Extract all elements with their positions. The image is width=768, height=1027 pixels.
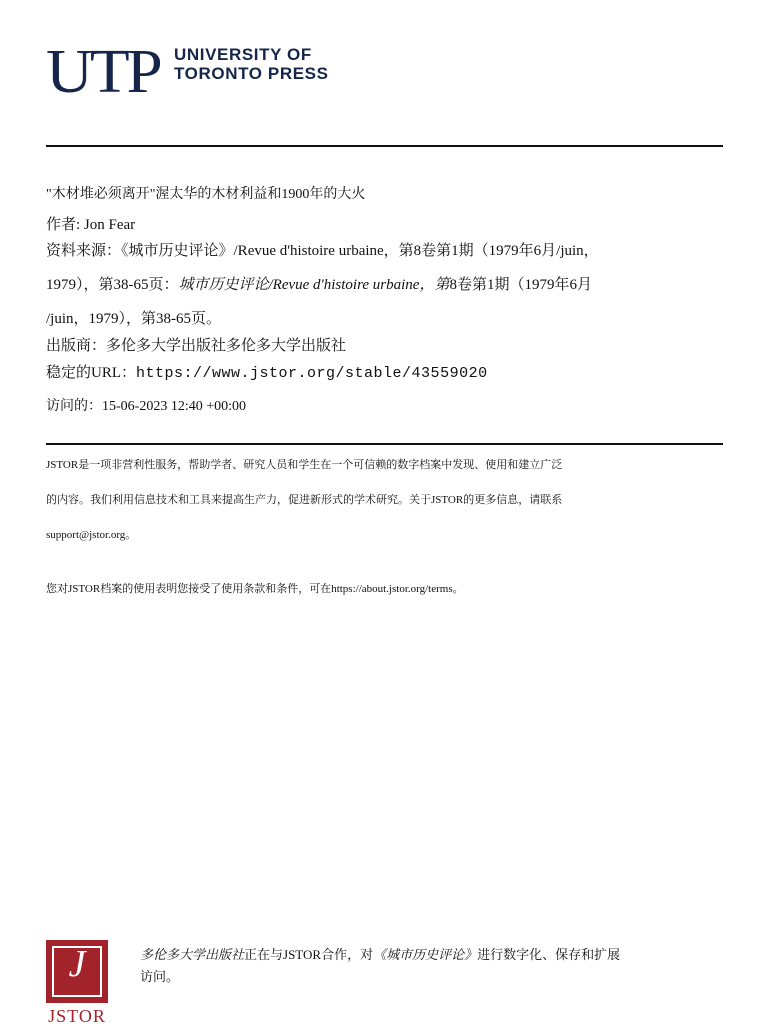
jstor-wordmark: JSTOR — [48, 1006, 106, 1026]
notice-line-1: JSTOR是一项非营利性服务，帮助学者、研究人员和学生在一个可信赖的数字档案中发现、使用和建立广泛 — [46, 459, 563, 471]
source-line-1 — [46, 240, 599, 262]
top-divider — [46, 145, 723, 147]
footer-publisher: 多伦多大学出版社 — [140, 947, 245, 962]
jstor-logo — [46, 940, 108, 1024]
footer-line-1 — [140, 944, 620, 966]
author-line — [46, 214, 135, 236]
stable-url-line — [46, 362, 488, 385]
source-line-2-post: 8卷第1期（1979年6月 — [449, 277, 592, 293]
utp-logo-mark: UTP — [46, 38, 160, 106]
jstor-seal-icon — [46, 940, 108, 1003]
notice-support-email[interactable]: support@jstor.org。 — [46, 529, 137, 541]
accessed-label: 访问的： — [46, 399, 102, 414]
footer-text-end: 进行数字化、保存和扩展 — [477, 947, 621, 962]
terms-notice[interactable]: 您对JSTOR档案的使用表明您接受了使用条款和条件，可在https://about.jstor.org/terms。 — [46, 583, 464, 595]
press-name-line1: UNIVERSITY OF — [174, 45, 312, 64]
press-name-line2: TORONTO PRESS — [174, 64, 329, 83]
source-line-2-italic: 城市历史评论/Revue d'histoire urbaine，第 — [178, 277, 450, 293]
publisher-line — [46, 335, 346, 357]
footer-text-mid: 正在与JSTOR合作，对 — [244, 947, 374, 962]
author-label: 作者: — [46, 217, 84, 233]
source-line-1-text: 《城市历史评论》/Revue d'histoire urbaine，第8卷第1期（1979年6月/juin， — [121, 243, 599, 259]
jstor-seal-glyph: J — [68, 943, 86, 985]
accessed-line — [46, 396, 246, 418]
stable-url-link[interactable]: https://www.jstor.org/stable/43559020 — [136, 365, 488, 382]
source-line-3: /juin，1979），第38-65页。 — [46, 311, 221, 327]
accessed-date: 15-06-2023 12:40 +00:00 — [102, 399, 246, 414]
footer-partnership-text — [140, 944, 620, 988]
notice-line-2: 的内容。我们利用信息技术和工具来提高生产力，促进新形式的学术研究。关于JSTOR的更多信息，请联系 — [46, 494, 563, 506]
footer-journal: 《城市历史评论》 — [373, 947, 478, 962]
publisher-name: 多伦多大学出版社多伦多大学出版社 — [106, 338, 347, 354]
source-line-2 — [46, 274, 592, 296]
middle-divider — [46, 443, 723, 445]
publisher-label: 出版商： — [46, 338, 107, 354]
footer-line-2: 访问。 — [140, 969, 180, 984]
source-label: 资料来源： — [46, 243, 122, 259]
press-name — [174, 45, 329, 83]
url-label: 稳定的URL： — [46, 365, 137, 381]
author-name: Jon Fear — [83, 217, 136, 233]
article-title: "木材堆必须离开"渥太华的木材利益和1900年的大火 — [46, 187, 366, 202]
source-line-2-pre: 1979），第38-65页： — [46, 277, 179, 293]
